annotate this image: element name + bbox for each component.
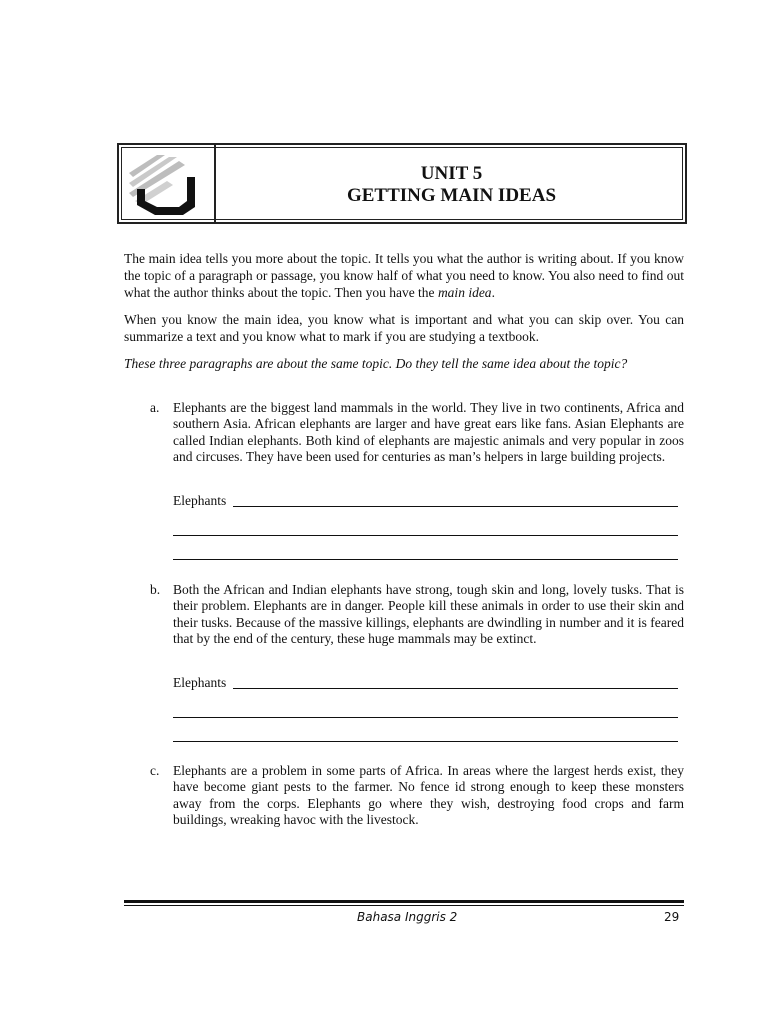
item-marker: a. [150, 400, 160, 415]
answer-line-a-3[interactable] [173, 559, 678, 560]
unit-title-block [218, 163, 685, 207]
list-item-a [150, 400, 684, 466]
logo-cell [119, 145, 216, 222]
item-text: Elephants are the biggest land mammals in the world. They live in two continents, Africa and southern Asia. African elephants are larger and have great ears like fans. Asian Elephants are called Indian elephants. Both kind of elephants are majestic animals and very popular in zoos and circuses. They have been used for centuries as man’s helpers in large building projects. [173, 400, 684, 465]
answer-line-b-1[interactable] [233, 688, 678, 689]
unit-header-box [117, 143, 687, 224]
answer-line-b-3[interactable] [173, 741, 678, 742]
intro-text: The main idea tells you more about the topic. It tells you what the author is writing about. If you know the topic of a paragraph or passage, you know half of what you need to know. You also need to find out what the author thinks about the topic. Then you have the [124, 251, 684, 300]
question-prompt: These three paragraphs are about the same topic. Do they tell the same idea about the topic? [124, 356, 628, 371]
page-number: 29 [664, 910, 680, 924]
answer-label-a: Elephants [173, 493, 227, 508]
footer-rule-thin [124, 905, 684, 906]
answer-line-b-2[interactable] [173, 717, 678, 718]
page-title: GETTING MAIN IDEAS [346, 185, 557, 206]
answer-line-a-2[interactable] [173, 535, 678, 536]
intro-period: . [491, 285, 495, 300]
item-marker: c. [150, 763, 160, 778]
intro-paragraph-2: When you know the main idea, you know what is important and what you can skip over. You can summarize a text and you know what to mark if you are studying a textbook. [124, 312, 684, 344]
footer-book-title: Bahasa Inggris 2 [357, 910, 458, 924]
intro-emphasis: main idea [437, 285, 492, 300]
item-marker: b. [150, 582, 161, 597]
intro-paragraph-1 [124, 250, 684, 301]
item-text: Elephants are a problem in some parts of Africa. In areas where the largest herds exist, they have become giant pests to the farmer. No fence id strong enough to keep these monsters away from the corps. Elephants go where they wish, destroying food crops and farm buildings, wreaking havoc with the livestock. [173, 763, 684, 828]
answer-line-a-1[interactable] [233, 506, 678, 507]
footer-rule [124, 900, 684, 903]
unit-number: UNIT 5 [420, 163, 483, 184]
unit-logo-icon [127, 151, 205, 217]
list-item-b [150, 582, 684, 648]
answer-label-b: Elephants [173, 675, 227, 690]
list-item-c [150, 763, 684, 829]
item-text: Both the African and Indian elephants have strong, tough skin and long, lovely tusks. That is their problem. Elephants are in danger. People kill these animals in order to use their skin and their tusks. Because of the massive killings, elephants are dwindling in number and it is feared that by the end of the century, these huge mammals may be extinct. [173, 582, 684, 647]
